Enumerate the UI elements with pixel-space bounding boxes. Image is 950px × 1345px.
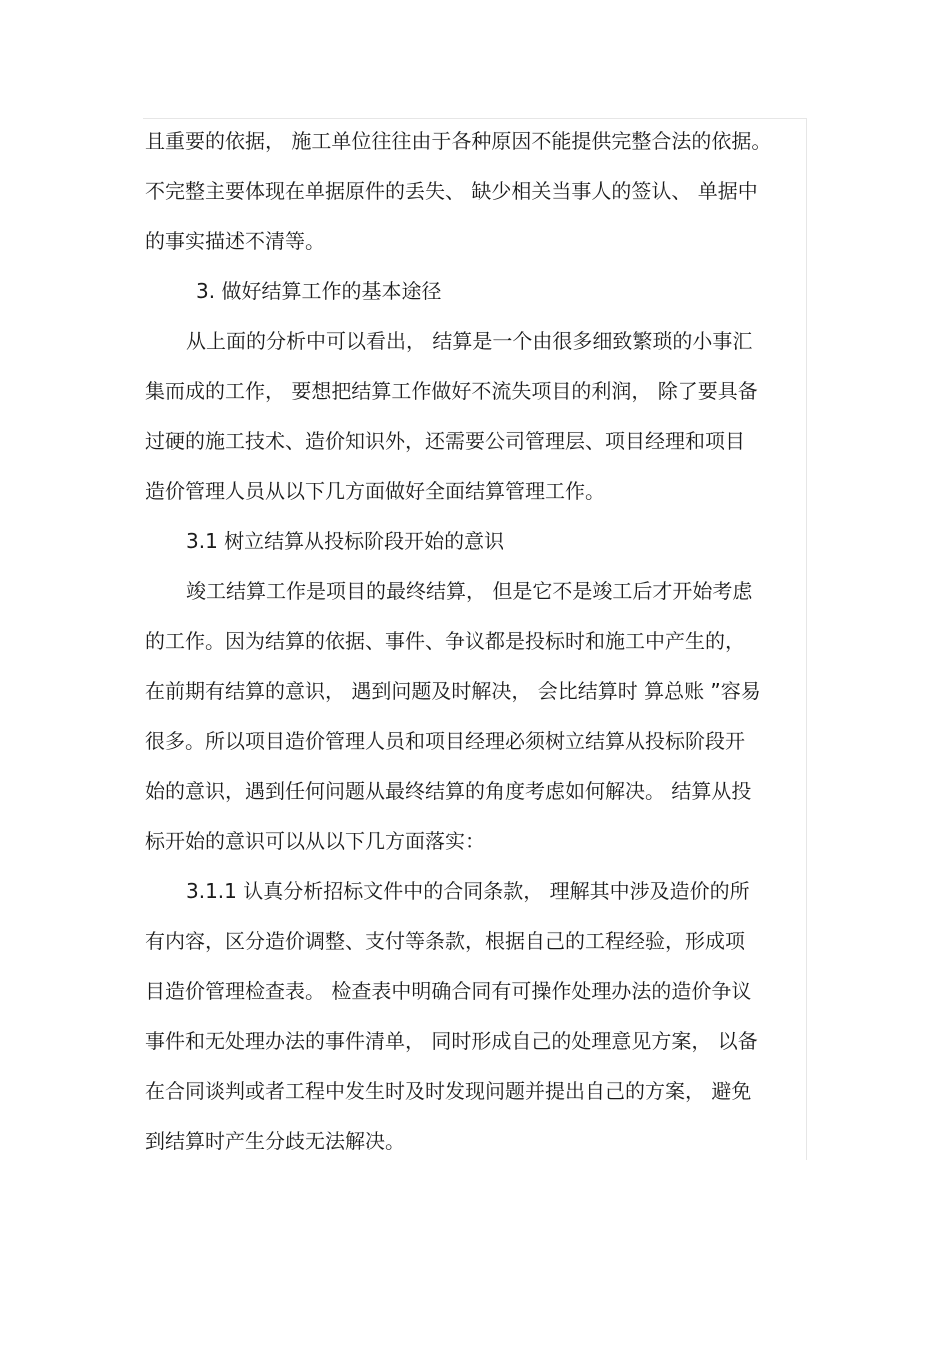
text-line: 很多。所以项目造价管理人员和项目经理必须树立结算从投标阶段开 (145, 729, 745, 753)
text-line: 过硬的施工技术、造价知识外，还需要公司管理层、项目经理和项目 (145, 429, 745, 453)
text-line: 竣工结算工作是项目的最终结算， 但是它不是竣工后才开始考虑 (186, 579, 753, 603)
text-line: 且重要的依据， 施工单位往往由于各种原因不能提供完整合法的依据。 (145, 129, 772, 153)
text-line: 在前期有结算的意识， 遇到问题及时解决， 会比结算时 算总账 ”容易 (145, 679, 761, 703)
section-heading: 3. 做好结算工作的基本途径 (196, 279, 442, 303)
text-line: 目造价管理检查表。 检查表中明确合同有可操作处理办法的造价争议 (145, 979, 752, 1003)
text-line: 到结算时产生分歧无法解决。 (145, 1129, 405, 1153)
text-line: 标开始的意识可以从以下几方面落实： (145, 829, 485, 853)
text-line: 3.1.1 认真分析招标文件中的合同条款， 理解其中涉及造价的所 (186, 879, 750, 903)
subsection-heading: 3.1 树立结算从投标阶段开始的意识 (186, 529, 505, 553)
text-line: 有内容，区分造价调整、支付等条款，根据自己的工程经验，形成项 (145, 929, 745, 953)
text-line: 不完整主要体现在单据原件的丢失、 缺少相关当事人的签认、 单据中 (145, 179, 758, 203)
text-line: 事件和无处理办法的事件清单， 同时形成自己的处理意见方案， 以备 (145, 1029, 758, 1053)
text-line: 造价管理人员从以下几方面做好全面结算管理工作。 (145, 479, 605, 503)
text-line: 始的意识，遇到任何问题从最终结算的角度考虑如何解决。 结算从投 (145, 779, 752, 803)
text-line: 从上面的分析中可以看出， 结算是一个由很多细致繁琐的小事汇 (186, 329, 753, 353)
text-line: 的事实描述不清等。 (145, 229, 325, 253)
text-line: 集而成的工作， 要想把结算工作做好不流失项目的利润， 除了要具备 (145, 379, 758, 403)
text-line: 在合同谈判或者工程中发生时及时发现问题并提出自己的方案， 避免 (145, 1079, 752, 1103)
text-line: 的工作。因为结算的依据、事件、争议都是投标时和施工中产生的， (145, 629, 745, 653)
